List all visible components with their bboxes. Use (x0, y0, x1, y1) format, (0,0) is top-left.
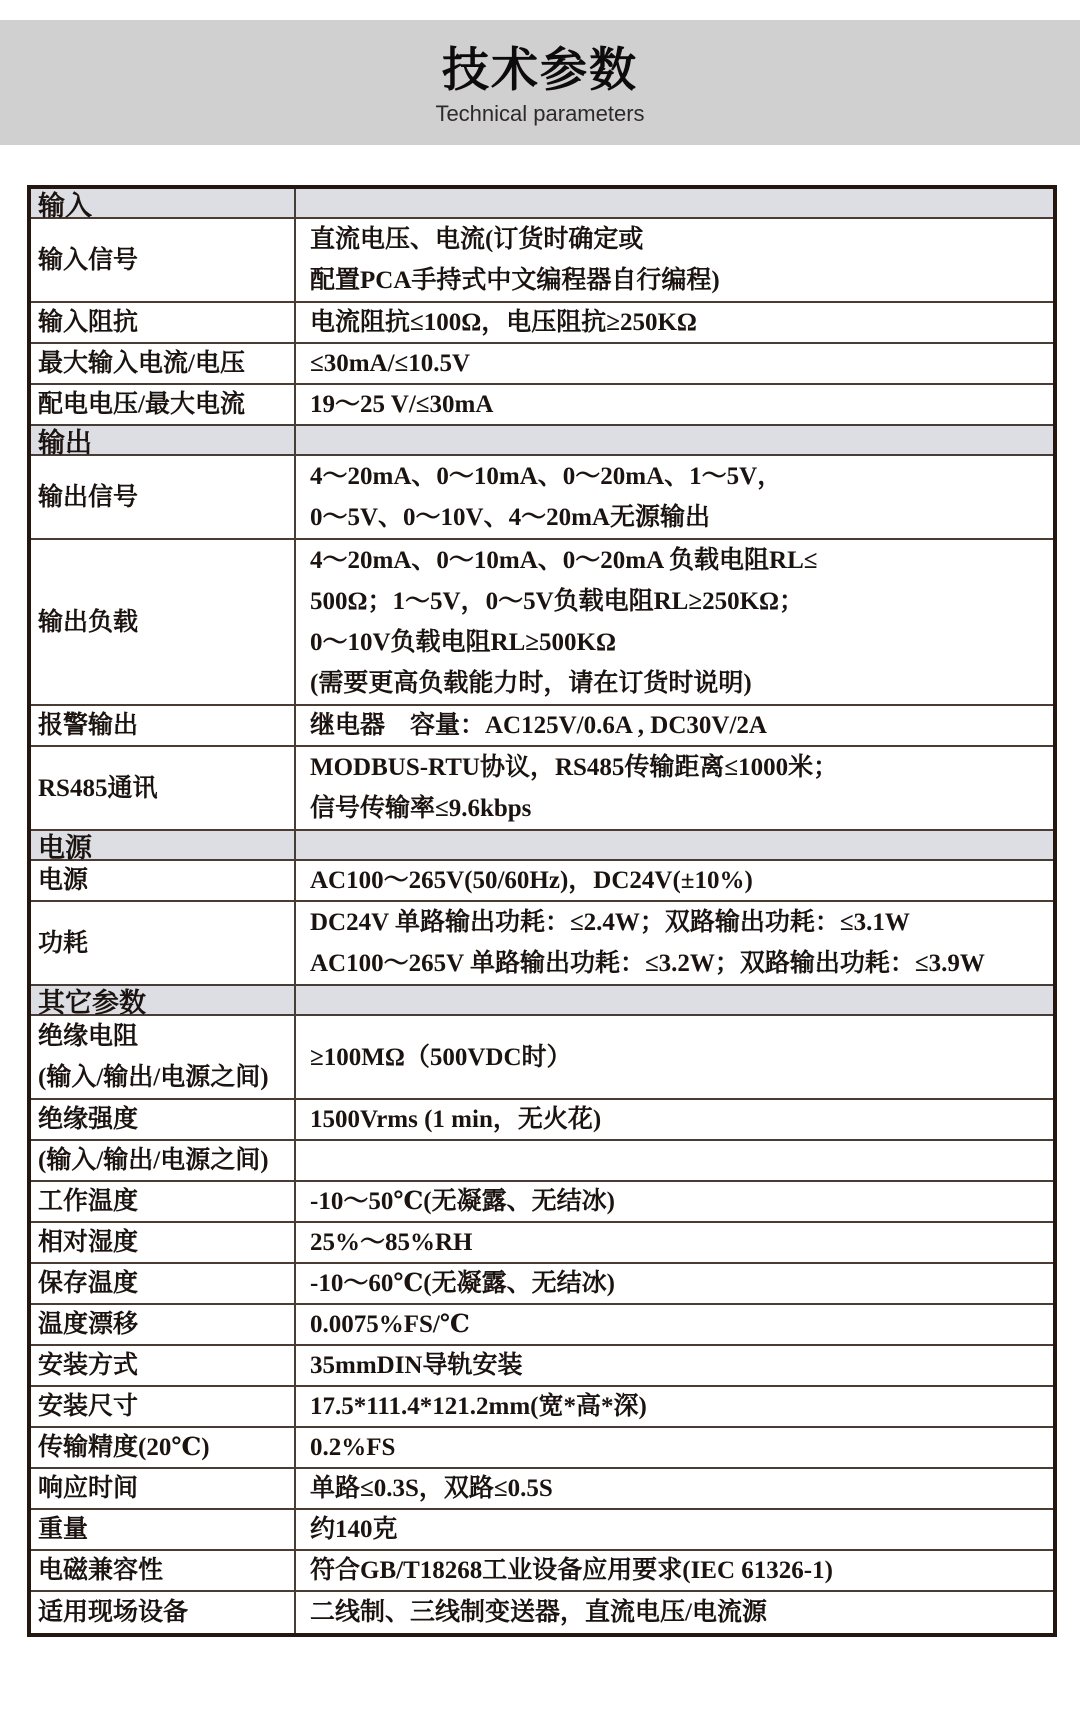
param-label (31, 1305, 296, 1344)
label-line: 安装尺寸 (38, 1393, 139, 1420)
param-row (31, 1387, 1053, 1428)
label-line: 报警输出 (38, 712, 139, 739)
param-label (31, 861, 296, 900)
label-line: 安装方式 (38, 1352, 139, 1379)
section-row (31, 986, 1053, 1016)
label-line: 输入阻抗 (38, 309, 139, 336)
label-line: 适用现场设备 (38, 1599, 189, 1626)
param-row (31, 1346, 1053, 1387)
section-label: 其它参数 (31, 986, 296, 1014)
param-label (31, 303, 296, 342)
value-line: 约140克 (310, 1516, 398, 1543)
param-value (296, 344, 1053, 383)
value-line: 配置PCA手持式中文编程器自行编程) (310, 267, 720, 294)
param-value (296, 1346, 1053, 1385)
param-label (31, 540, 296, 704)
param-value (296, 1510, 1053, 1549)
param-label (31, 1100, 296, 1139)
param-value (296, 986, 1053, 1014)
param-row (31, 456, 1053, 540)
param-value (296, 219, 1053, 301)
param-row (31, 219, 1053, 303)
param-value (296, 902, 1053, 984)
param-value (296, 1264, 1053, 1303)
param-value (296, 861, 1053, 900)
value-line: 信号传输率≤9.6kbps (310, 795, 532, 822)
param-label (31, 1182, 296, 1221)
label-line: (输入/输出/电源之间) (38, 1147, 269, 1174)
value-line: -10～60℃(无凝露、无结冰) (310, 1270, 615, 1297)
param-label (31, 1469, 296, 1508)
label-line: 输入信号 (38, 246, 139, 274)
section-row (31, 426, 1053, 456)
param-value (296, 1141, 1053, 1180)
param-label (31, 1551, 296, 1590)
value-line: 4～20mA、0～10mA、0～20mA 负载电阻RL≤ (310, 547, 818, 574)
param-value (296, 456, 1053, 538)
param-label (31, 1223, 296, 1262)
value-line: DC24V 单路输出功耗：≤2.4W；双路输出功耗：≤3.1W (310, 909, 910, 936)
label-line: RS485通讯 (38, 774, 158, 802)
value-line: 0～10V负载电阻RL≥500KΩ (310, 629, 616, 656)
value-line: (需要更高负载能力时，请在订货时说明) (310, 670, 752, 697)
param-label (31, 219, 296, 301)
label-line: 相对湿度 (38, 1229, 139, 1256)
param-row (31, 1551, 1053, 1592)
label-line: 最大输入电流/电压 (38, 350, 245, 377)
param-row (31, 1182, 1053, 1223)
param-row (31, 1264, 1053, 1305)
label-line: 绝缘电阻 (38, 1023, 139, 1050)
param-label (31, 1016, 296, 1098)
value-line: -10～50℃(无凝露、无结冰) (310, 1188, 615, 1215)
value-line: 单路≤0.3S，双路≤0.5S (310, 1475, 553, 1502)
param-value (296, 1387, 1053, 1426)
param-value (296, 1305, 1053, 1344)
param-row (31, 1223, 1053, 1264)
param-label (31, 1428, 296, 1467)
section-row (31, 189, 1053, 219)
value-line: 0～5V、0～10V、4～20mA无源输出 (310, 504, 710, 531)
section-row (31, 831, 1053, 861)
param-row (31, 902, 1053, 986)
param-value (296, 1469, 1053, 1508)
value-line: 35mmDIN导轨安装 (310, 1352, 523, 1379)
param-row (31, 706, 1053, 747)
parameters-table (27, 185, 1057, 1637)
value-line: 符合GB/T18268工业设备应用要求(IEC 61326-1) (310, 1557, 833, 1584)
param-label (31, 1510, 296, 1549)
param-label (31, 747, 296, 829)
value-line: MODBUS-RTU协议，RS485传输距离≤1000米； (310, 754, 839, 781)
value-line: 17.5*111.4*121.2mm(宽*高*深) (310, 1393, 647, 1420)
param-row (31, 303, 1053, 344)
param-value (296, 831, 1053, 859)
param-row (31, 747, 1053, 831)
param-value (296, 1100, 1053, 1139)
label-line: 电源 (38, 867, 89, 894)
label-line: 响应时间 (38, 1475, 139, 1502)
param-label (31, 385, 296, 424)
value-line: 1500Vrms (1 min，无火花) (310, 1106, 602, 1133)
label-line: 传输精度(20℃) (38, 1434, 210, 1461)
page-title: 技术参数 (442, 43, 638, 96)
param-value (296, 426, 1053, 454)
value-line: 继电器 容量：AC125V/0.6A , DC30V/2A (310, 712, 767, 739)
param-label (31, 1592, 296, 1633)
value-line: AC100～265V 单路输出功耗：≤3.2W；双路输出功耗：≤3.9W (310, 950, 985, 977)
value-line: 19～25 V/≤30mA (310, 391, 494, 418)
section-label: 电源 (31, 831, 296, 859)
param-row (31, 344, 1053, 385)
param-row (31, 1592, 1053, 1633)
value-line: 直流电压、电流(订货时确定或 (310, 226, 644, 253)
param-row (31, 1100, 1053, 1141)
label-line: 绝缘强度 (38, 1106, 139, 1133)
param-value (296, 385, 1053, 424)
param-value (296, 747, 1053, 829)
param-row (31, 1510, 1053, 1551)
value-line: ≥100MΩ（500VDC时） (310, 1043, 572, 1071)
label-line: 功耗 (38, 929, 89, 957)
param-value (296, 303, 1053, 342)
param-row (31, 540, 1053, 706)
param-value (296, 1016, 1053, 1098)
value-line: ≤30mA/≤10.5V (310, 350, 471, 377)
param-value (296, 1223, 1053, 1262)
param-label (31, 456, 296, 538)
label-line: 电磁兼容性 (38, 1557, 164, 1584)
label-line: 温度漂移 (38, 1311, 139, 1338)
param-value (296, 1428, 1053, 1467)
label-line: 重量 (38, 1516, 89, 1543)
value-line: AC100～265V(50/60Hz)，DC24V(±10%) (310, 867, 753, 894)
value-line: 0.0075%FS/℃ (310, 1311, 470, 1338)
param-label (31, 1387, 296, 1426)
param-value (296, 540, 1053, 704)
value-line: 500Ω；1～5V，0～5V负载电阻RL≥250KΩ； (310, 588, 805, 615)
param-value (296, 706, 1053, 745)
param-label (31, 1346, 296, 1385)
label-line: 配电电压/最大电流 (38, 391, 245, 418)
param-label (31, 344, 296, 383)
label-line: 输出信号 (38, 483, 139, 511)
section-label: 输入 (31, 189, 296, 217)
value-line: 电流阻抗≤100Ω，电压阻抗≥250KΩ (310, 309, 697, 336)
param-label (31, 902, 296, 984)
param-row (31, 1016, 1053, 1100)
page-subtitle: Technical parameters (435, 101, 645, 126)
param-label (31, 706, 296, 745)
header-band (0, 20, 1080, 145)
param-row (31, 1305, 1053, 1346)
value-line: 25%～85%RH (310, 1229, 473, 1256)
section-label: 输出 (31, 426, 296, 454)
param-row (31, 1141, 1053, 1182)
label-line: (输入/输出/电源之间) (38, 1064, 269, 1091)
param-value (296, 189, 1053, 217)
param-label (31, 1141, 296, 1180)
param-row (31, 1428, 1053, 1469)
param-row (31, 1469, 1053, 1510)
value-line: 4～20mA、0～10mA、0～20mA、1～5V， (310, 463, 783, 490)
param-value (296, 1551, 1053, 1590)
param-value (296, 1182, 1053, 1221)
param-label (31, 1264, 296, 1303)
label-line: 工作温度 (38, 1188, 139, 1215)
label-line: 保存温度 (38, 1270, 139, 1297)
param-row (31, 861, 1053, 902)
param-value (296, 1592, 1053, 1633)
value-line: 二线制、三线制变送器，直流电压/电流源 (310, 1599, 767, 1626)
label-line: 输出负载 (38, 608, 139, 636)
value-line: 0.2%FS (310, 1434, 396, 1461)
